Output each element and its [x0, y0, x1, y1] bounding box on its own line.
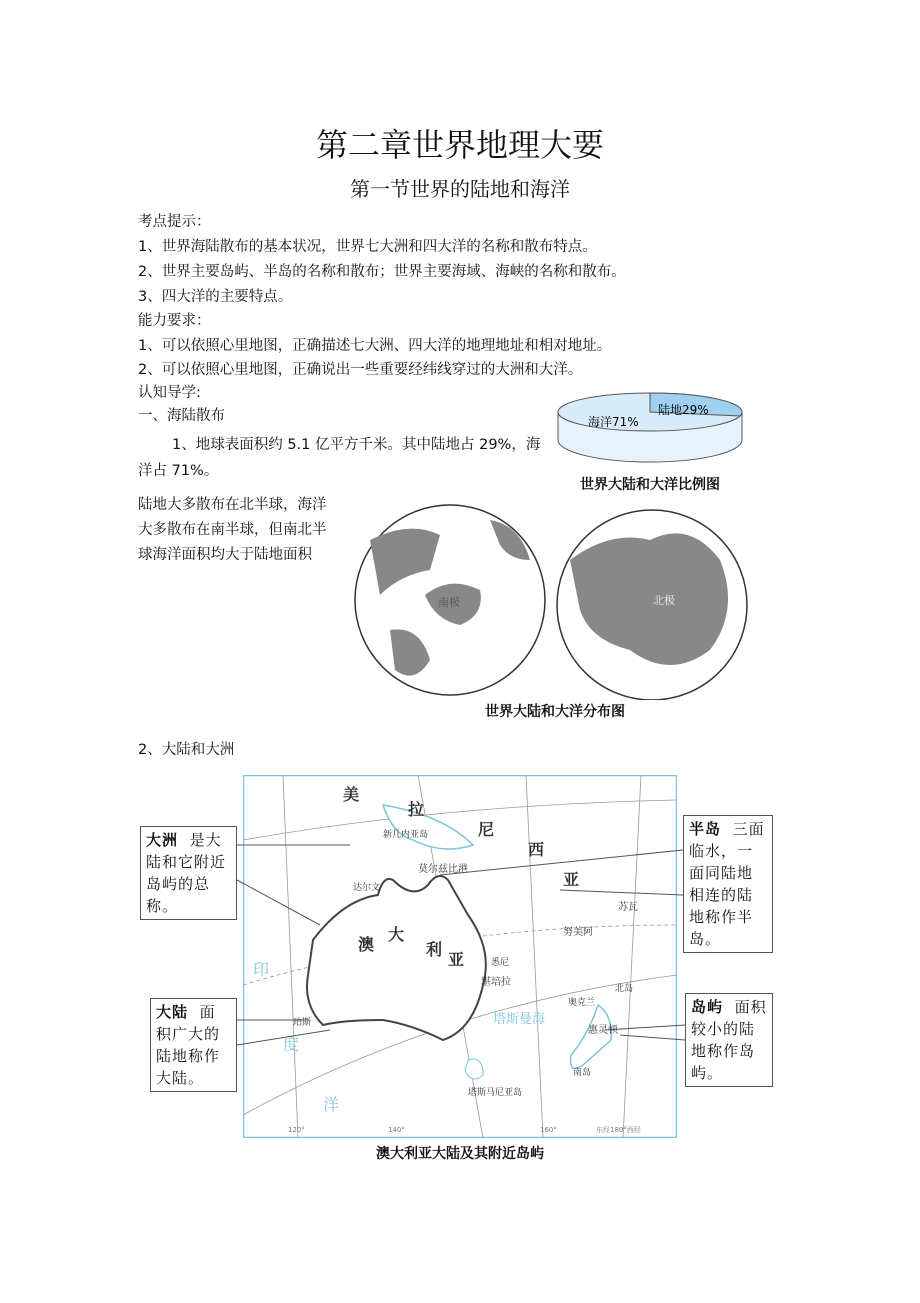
map-label: 160° — [540, 1126, 557, 1134]
callout-term: 岛屿 — [691, 998, 724, 1016]
ability-heading: 能力要求： — [138, 313, 211, 329]
map-label: 塔斯曼海 — [493, 1012, 546, 1027]
callout-text: 面积广大的陆地称作大陆。 — [156, 1003, 221, 1087]
callout-text: 是大陆和它附近岛屿的总称。 — [146, 831, 227, 915]
map-label: 塔斯马尼亚岛 — [468, 1088, 523, 1098]
map-label: 奥克兰 — [568, 998, 596, 1008]
map-label: 珀斯 — [293, 1018, 312, 1028]
map-label: 西 — [528, 840, 545, 859]
section2-heading: 2、大陆和大洲 — [138, 742, 235, 758]
map-label: 达尔文 — [353, 883, 381, 893]
map-label: 度 — [283, 1035, 300, 1054]
callout-term: 半岛 — [689, 820, 722, 838]
ability-item: 1、可以依照心里地图，正确描述七大洲、四大洋的地理地址和相对地址。 — [138, 338, 612, 354]
guide-heading: 认知导学: — [138, 385, 201, 401]
map-label: 亚 — [448, 950, 465, 969]
map-label: 惠灵顿 — [588, 1025, 618, 1036]
callout-mainland — [150, 998, 237, 1092]
exam-points-heading: 考点提示： — [138, 214, 211, 230]
section1-para1-cont: 洋占 71%。 — [138, 463, 219, 479]
map-label: 利 — [426, 940, 443, 959]
callout-continent — [140, 826, 237, 920]
callout-text: 面积较小的陆地称作岛屿。 — [691, 998, 767, 1082]
map-label: 悉尼 — [491, 958, 510, 968]
map-label: 大 — [388, 925, 405, 944]
callout-text: 三面临水，一面同陆地相连的陆地称作半岛。 — [689, 820, 765, 948]
section1-para1: 1、地球表面积约 5.1 亿平方千米。其中陆地占 29%，海 — [172, 437, 541, 453]
north-pole-label: 北极 — [653, 594, 675, 607]
map-label: 苏瓦 — [618, 902, 638, 913]
section-title: 第一节世界的陆地和海洋 — [350, 177, 570, 201]
exam-point: 3、四大洋的主要特点。 — [138, 289, 293, 305]
map-label: 北岛 — [615, 984, 634, 994]
exam-point: 2、世界主要岛屿、半岛的名称和散布；世界主要海域、海峡的名称和散布。 — [138, 264, 626, 280]
map-label: 东经180°西经 — [596, 1126, 641, 1134]
globes-caption: 世界大陆和大洋分布图 — [485, 704, 625, 720]
exam-point: 1、世界海陆散布的基本状况，世界七大洲和四大洋的名称和散布特点。 — [138, 239, 597, 255]
chapter-title: 第二章世界地理大要 — [315, 126, 604, 164]
map-label: 新几内亚岛 — [383, 830, 429, 840]
map-label: 140° — [388, 1126, 405, 1134]
pie-label-ocean: 海洋71% — [588, 415, 639, 429]
section1-para2: 陆地大多散布在北半球，海洋大多散布在南半球，但南北半球海洋面积均大于陆地面积 — [138, 497, 327, 563]
pie-caption: 世界大陆和大洋比例图 — [580, 477, 720, 493]
map-label: 尼 — [478, 820, 495, 839]
map-label: 美 — [343, 785, 360, 804]
callout-island — [685, 993, 773, 1087]
map-label: 努美阿 — [563, 927, 593, 938]
ability-item: 2、可以依照心里地图，正确说出一些重要经纬线穿过的大洲和大洋。 — [138, 362, 583, 378]
south-pole-label: 南极 — [438, 596, 460, 609]
map-caption: 澳大利亚大陆及其附近岛屿 — [376, 1146, 544, 1162]
map-label: 拉 — [408, 800, 425, 819]
map-label: 澳 — [358, 935, 375, 954]
map-label: 南岛 — [573, 1068, 592, 1078]
pie-label-land: 陆地29% — [658, 403, 709, 417]
map-label: 堪培拉 — [481, 977, 511, 988]
map-label: 120° — [288, 1126, 305, 1134]
callout-term: 大陆 — [156, 1003, 189, 1021]
map-label: 洋 — [323, 1095, 340, 1114]
map-label: 莫尔兹比港 — [418, 864, 468, 875]
callout-peninsula — [683, 815, 773, 953]
map-label: 印 — [253, 960, 270, 979]
callout-term: 大洲 — [146, 831, 179, 849]
section1-heading: 一、海陆散布 — [138, 408, 225, 424]
map-label: 亚 — [563, 870, 580, 889]
